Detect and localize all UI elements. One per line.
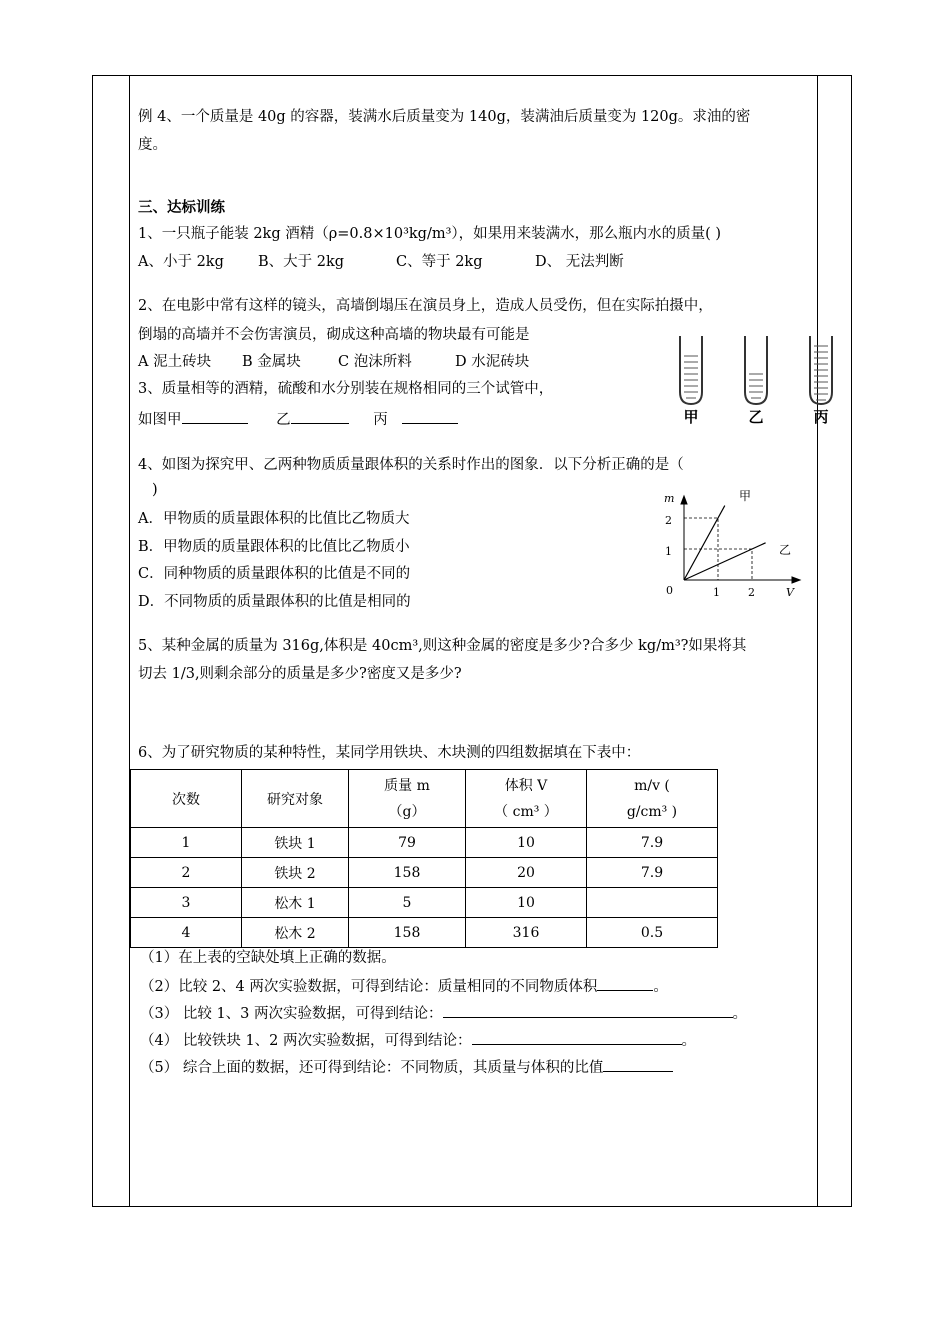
table-row <box>131 828 718 858</box>
line-label-yi: 乙 <box>779 543 792 557</box>
q3-line1: 3、质量相等的酒精，硫酸和水分别装在规格相同的三个试管中， <box>138 381 554 397</box>
q1-option-b: B、大于 2kg <box>258 254 345 270</box>
header-object: 研究对象 <box>242 770 349 828</box>
header-volume: 体积 V （ cm³ ） <box>466 770 587 828</box>
cell: 松木 2 <box>242 918 349 948</box>
q5-line1: 5、某种金属的质量为 316g,体积是 40cm³,则这种金属的密度是多少?合多少 kg/m³?如果将其 <box>138 638 747 654</box>
q4-option-d: D．不同物质的质量跟体积的比值是相同的 <box>138 594 411 610</box>
q4-option-c: C．同种物质的质量跟体积的比值是不同的 <box>138 566 411 582</box>
cell: 3 <box>131 888 242 918</box>
y-tick-1: 1 <box>665 545 672 558</box>
series-line-yi <box>684 543 766 580</box>
tube-label-yi: 乙 <box>748 408 764 426</box>
cell: 316 <box>466 918 587 948</box>
y-axis-label: m <box>664 492 675 505</box>
header-count: 次数 <box>131 770 242 828</box>
q2-line1: 2、在电影中常有这样的镜头，高墙倒塌压在演员身上，造成人员受伤，但在实际拍摄中， <box>138 298 713 314</box>
q2-option-b: B 金属块 <box>242 354 301 370</box>
tube-label-bing: 丙 <box>813 408 829 426</box>
header-ratio: m/v ( g/cm³ ) <box>587 770 718 828</box>
cell: 158 <box>349 858 466 888</box>
cell: 20 <box>466 858 587 888</box>
q1-option-d: D、 无法判断 <box>535 254 624 270</box>
tube-yi <box>745 336 767 404</box>
q1-stem: 1、一只瓶子能装 2kg 酒精（ρ=0.8×10³kg/m³），如果用来装满水，那么瓶内水的质量( ) <box>138 226 722 242</box>
example4-line2: 度。 <box>138 137 167 153</box>
left-column-divider <box>129 75 130 1207</box>
q6-sub5-line <box>140 1057 673 1078</box>
x-tick-1: 1 <box>713 586 720 599</box>
cell: 7.9 <box>587 828 718 858</box>
y-axis-arrow <box>681 496 687 504</box>
q6-sub5: （5） 综合上面的数据，还可得到结论：不同物质，其质量与体积的比值 <box>140 1060 604 1076</box>
cell: 79 <box>349 828 466 858</box>
line-label-jia: 甲 <box>739 489 752 503</box>
test-tubes-figure <box>660 332 840 428</box>
cell: 158 <box>349 918 466 948</box>
mass-volume-graph <box>655 486 805 602</box>
cell: 5 <box>349 888 466 918</box>
q2-option-a: A 泥土砖块 <box>138 354 212 370</box>
example4-line1: 例 4、一个质量是 40g 的容器，装满水后质量变为 140g，装满油后质量变为 120g。求油的密 <box>138 109 751 125</box>
cell: 铁块 2 <box>242 858 349 888</box>
q6-sub2-blank[interactable] <box>597 976 653 991</box>
q3-label-jia: 如图甲 <box>138 412 182 428</box>
q3-label-bing: 丙 <box>373 412 388 428</box>
q4-option-b: B．甲物质的质量跟体积的比值比乙物质小 <box>138 539 410 555</box>
q6-sub4-period: 。 <box>681 1033 697 1049</box>
q6-sub2-period: 。 <box>653 979 668 995</box>
cell: 0.5 <box>587 918 718 948</box>
table-row <box>131 888 718 918</box>
q6-sub2: （2）比较 2、4 两次实验数据，可得到结论：质量相同的不同物质体积 <box>140 979 598 995</box>
table-row <box>131 858 718 888</box>
q6-sub3: （3） 比较 1、3 两次实验数据，可得到结论： <box>140 1006 443 1022</box>
x-axis-label: V <box>786 586 794 599</box>
q3-label-yi: 乙 <box>276 412 291 428</box>
q6-sub3-period: 。 <box>732 1006 748 1022</box>
header-mass: 质量 m （g） <box>349 770 466 828</box>
q1-option-a: A、小于 2kg <box>138 254 224 270</box>
x-tick-2: 2 <box>748 586 755 599</box>
cell: 4 <box>131 918 242 948</box>
q6-sub3-blank[interactable] <box>443 1003 733 1018</box>
q4-line1: 4、如图为探究甲、乙两种物质质量跟体积的关系时作出的图象．以下分析正确的是（ <box>138 457 684 473</box>
q6-sub4-blank[interactable] <box>472 1030 682 1045</box>
q6-data-table <box>130 769 718 948</box>
q3-blank-bing[interactable] <box>402 409 458 424</box>
cell: 7.9 <box>587 858 718 888</box>
table-row <box>131 918 718 948</box>
cell: 1 <box>131 828 242 858</box>
cell: 10 <box>466 888 587 918</box>
cell-blank[interactable] <box>587 888 718 918</box>
q3-answer-line <box>138 409 458 430</box>
origin-label: 0 <box>666 584 673 597</box>
q6-sub3-line <box>140 1003 747 1024</box>
q3-blank-jia[interactable] <box>182 409 248 424</box>
q2-line2: 倒塌的高墙并不会伤害演员，砌成这种高墙的物块最有可能是 <box>138 327 530 343</box>
q2-option-c: C 泡沫所料 <box>338 354 412 370</box>
q5-line2: 切去 1/3,则剩余部分的质量是多少?密度又是多少? <box>138 666 462 682</box>
q6-stem: 6、为了研究物质的某种特性，某同学用铁块、木块测的四组数据填在下表中： <box>138 745 641 761</box>
cell: 松木 1 <box>242 888 349 918</box>
q4-line2: ) <box>152 482 158 498</box>
q6-sub4: （4） 比较铁块 1、2 两次实验数据，可得到结论： <box>140 1033 472 1049</box>
table-header-row <box>131 770 718 828</box>
y-tick-2: 2 <box>665 514 672 527</box>
x-axis-arrow <box>792 577 800 583</box>
section-title: 三、达标训练 <box>138 199 225 216</box>
q6-sub5-blank[interactable] <box>603 1057 673 1072</box>
cell: 2 <box>131 858 242 888</box>
q6-sub4-line <box>140 1030 696 1051</box>
q4-option-a: A．甲物质的质量跟体积的比值比乙物质大 <box>138 511 410 527</box>
q6-sub1: （1）在上表的空缺处填上正确的数据。 <box>140 950 396 966</box>
q3-blank-yi[interactable] <box>291 409 349 424</box>
q6-sub2-line <box>140 976 668 997</box>
tube-label-jia: 甲 <box>683 408 699 426</box>
right-column-divider <box>817 75 818 1207</box>
q2-option-d: D 水泥砖块 <box>455 354 530 370</box>
series-line-jia <box>684 506 725 580</box>
cell: 铁块 1 <box>242 828 349 858</box>
tube-jia <box>680 336 702 404</box>
q1-option-c: C、等于 2kg <box>396 254 483 270</box>
cell: 10 <box>466 828 587 858</box>
